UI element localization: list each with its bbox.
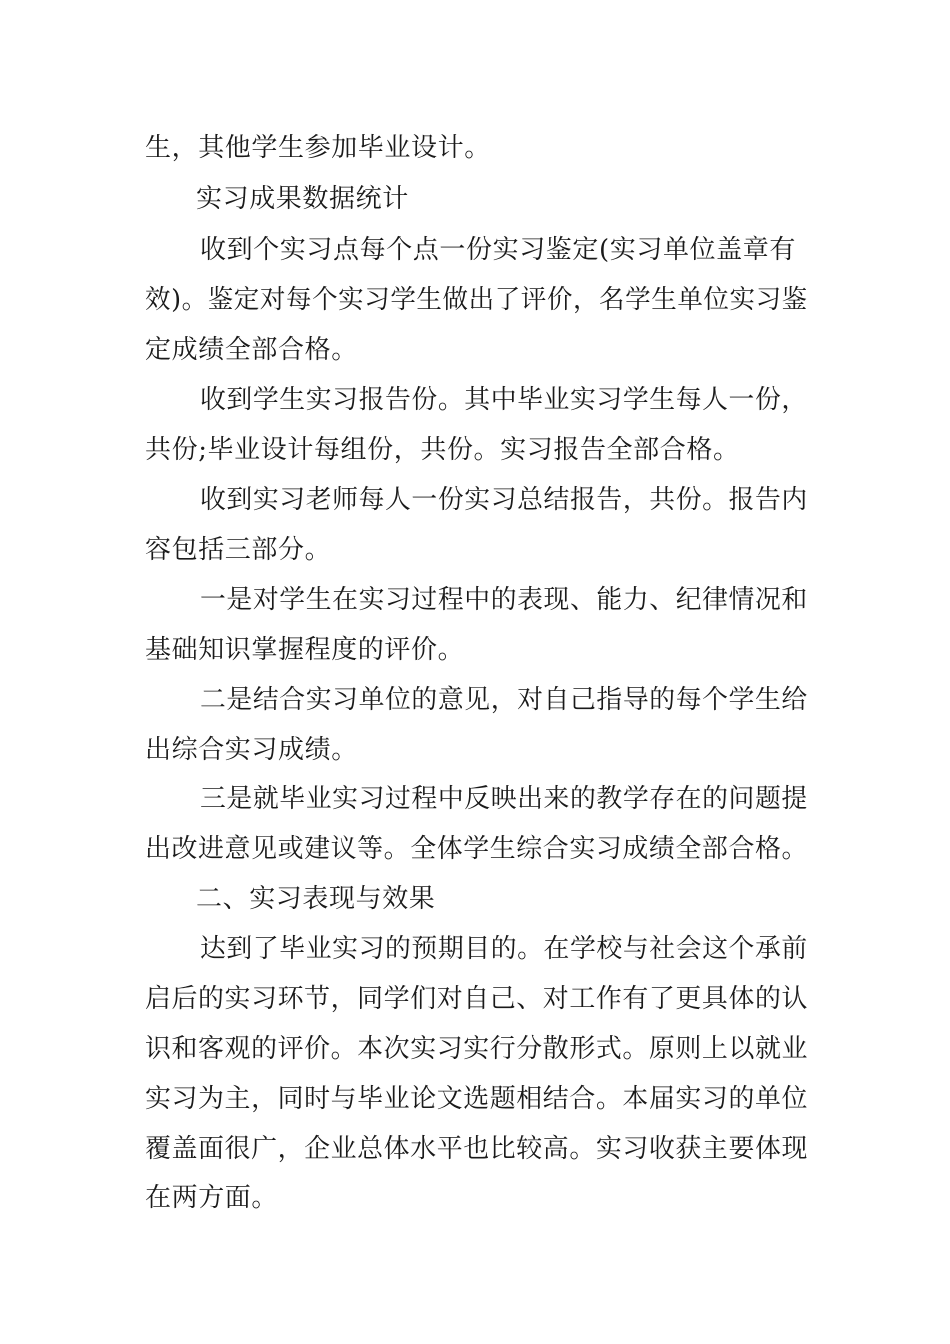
paragraph-line: 三是就毕业实习过程中反映出来的教学存在的问题提 [200,784,808,814]
paragraph-line: 实习为主，同时与毕业论文选题相结合。本届实习的单位 [145,1084,809,1114]
paragraph-line: 收到学生实习报告份。其中毕业实习学生每人一份， [200,385,808,415]
paragraph-line: 容包括三部分。 [145,535,332,565]
paragraph-line: 效)。鉴定对每个实习学生做出了评价，名学生单位实习鉴 [145,285,808,315]
paragraph-line: 识和客观的评价。本次实习实行分散形式。原则上以就业 [145,1034,809,1064]
paragraph-line: 在两方面。 [145,1183,279,1213]
paragraph-line: 基础知识掌握程度的评价。 [145,635,465,665]
paragraph-line: 共份;毕业设计每组份，共份。实习报告全部合格。 [145,435,740,465]
paragraph-line: 出改进意见或建议等。全体学生综合实习成绩全部合格。 [145,834,809,864]
paragraph-line: 覆盖面很广，企业总体水平也比较高。实习收获主要体现 [145,1134,809,1164]
section-heading: 二、实习表现与效果 [196,884,436,914]
paragraph-line: 定成绩全部合格。 [145,335,358,365]
paragraph-line: 收到个实习点每个点一份实习鉴定(实习单位盖章有 [200,235,796,265]
paragraph-line: 出综合实习成绩。 [145,735,358,765]
section-heading: 实习成果数据统计 [196,184,409,214]
paragraph-line: 收到实习老师每人一份实习总结报告，共份。报告内 [200,485,808,515]
paragraph-line: 生，其他学生参加毕业设计。 [145,133,491,163]
paragraph-line: 启后的实习环节，同学们对自己、对工作有了更具体的认 [145,984,809,1014]
paragraph-line: 二是结合实习单位的意见，对自己指导的每个学生给 [200,685,808,715]
paragraph-line: 达到了毕业实习的预期目的。在学校与社会这个承前 [200,934,808,964]
paragraph-line: 一是对学生在实习过程中的表现、能力、纪律情况和 [200,585,808,615]
